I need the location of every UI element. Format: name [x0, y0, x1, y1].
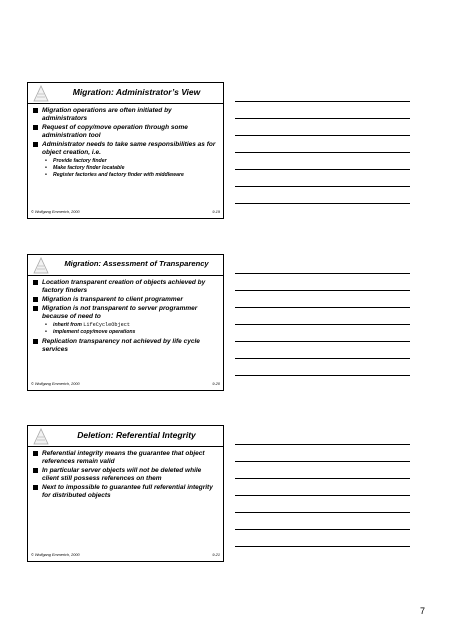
bullet: Migration is transparent to client programmer	[33, 296, 218, 304]
notes-line	[235, 375, 410, 376]
bullet: Location transparent creation of objects achieved by factory finders	[33, 279, 218, 295]
slide-1	[27, 82, 224, 219]
slide-footer	[31, 553, 220, 559]
dot-bullet-icon: •	[45, 172, 47, 178]
notes-line	[235, 118, 410, 119]
slide-number: 9-20	[212, 382, 220, 386]
square-bullet-icon	[33, 142, 38, 147]
notes-line	[235, 273, 410, 274]
notes-line	[235, 324, 410, 325]
ucl-logo-icon	[31, 256, 51, 274]
bullet: Administrator needs to take same responsibilities as for object creation, i.e.	[33, 141, 218, 157]
copyright-text: © Wolfgang Emmerich, 2000	[31, 210, 80, 214]
slide-footer	[31, 382, 220, 388]
slide-number: 9-19	[212, 210, 220, 214]
bullet: Migration operations are often initiated by administrators	[33, 107, 218, 123]
notes-line	[235, 529, 410, 530]
notes-line	[235, 512, 410, 513]
square-bullet-icon	[33, 108, 38, 113]
slide-body	[33, 107, 218, 179]
slide-title-bar	[28, 83, 223, 104]
notes-line	[235, 307, 410, 308]
notes-line	[235, 461, 410, 462]
notes-line	[235, 358, 410, 359]
bullet: Referential integrity means the guarantee that object references remain valid	[33, 450, 218, 466]
square-bullet-icon	[33, 485, 38, 490]
square-bullet-icon	[33, 468, 38, 473]
notes-line	[235, 203, 410, 204]
slide-title-bar	[28, 426, 223, 447]
copyright-text: © Wolfgang Emmerich, 2000	[31, 382, 80, 386]
notes-line	[235, 101, 410, 102]
slide-body	[33, 450, 218, 501]
notes-line	[235, 186, 410, 187]
notes-line	[235, 444, 410, 445]
slide-number: 9-21	[212, 553, 220, 557]
notes-line	[235, 495, 410, 496]
dot-bullet-icon: •	[45, 329, 47, 335]
notes-line	[235, 341, 410, 342]
slide-title: Deletion: Referential Integrity	[77, 430, 196, 440]
dot-bullet-icon: •	[45, 158, 47, 164]
slide-3	[27, 425, 224, 562]
slide-title-bar	[28, 255, 223, 276]
dot-bullet-icon: •	[45, 165, 47, 171]
square-bullet-icon	[33, 451, 38, 456]
slide-2	[27, 254, 224, 391]
notes-line	[235, 169, 410, 170]
page-number: 7	[420, 606, 426, 616]
slide-title: Migration: Administrator’s View	[72, 87, 201, 97]
sub-bullet: • Register factories and factory finder with middleware	[45, 172, 184, 178]
notes-line	[235, 546, 410, 547]
square-bullet-icon	[33, 297, 38, 302]
bullet: Next to impossible to guarantee full referential integrity for distributed objects	[33, 484, 218, 500]
square-bullet-icon	[33, 306, 38, 311]
square-bullet-icon	[33, 125, 38, 130]
bullet: In particular server objects will not be deleted while client still possess references on them	[33, 467, 218, 483]
sub-bullet: • Make factory finder locatable	[45, 165, 125, 171]
notes-line	[235, 290, 410, 291]
bullet: Migration is not transparent to server programmer because of need to	[33, 305, 218, 321]
notes-line	[235, 478, 410, 479]
square-bullet-icon	[33, 280, 38, 285]
sub-bullet: • implement copy/move operations	[45, 329, 136, 335]
square-bullet-icon	[33, 339, 38, 344]
bullet: Replication transparency not achieved by life cycle services	[33, 338, 218, 354]
bullet: Request of copy/move operation through some administration tool	[33, 124, 218, 140]
sub-bullet: • inherit from LifeCycleObject	[45, 322, 130, 328]
slide-title: Migration: Assessment of Transparency	[64, 259, 209, 268]
slide-footer	[31, 210, 220, 216]
ucl-logo-icon	[31, 84, 51, 102]
slide-body	[33, 279, 218, 355]
dot-bullet-icon: •	[45, 322, 47, 328]
sub-bullet: • Provide factory finder	[45, 158, 107, 164]
copyright-text: © Wolfgang Emmerich, 2000	[31, 553, 80, 557]
ucl-logo-icon	[31, 427, 51, 445]
notes-line	[235, 152, 410, 153]
notes-line	[235, 135, 410, 136]
